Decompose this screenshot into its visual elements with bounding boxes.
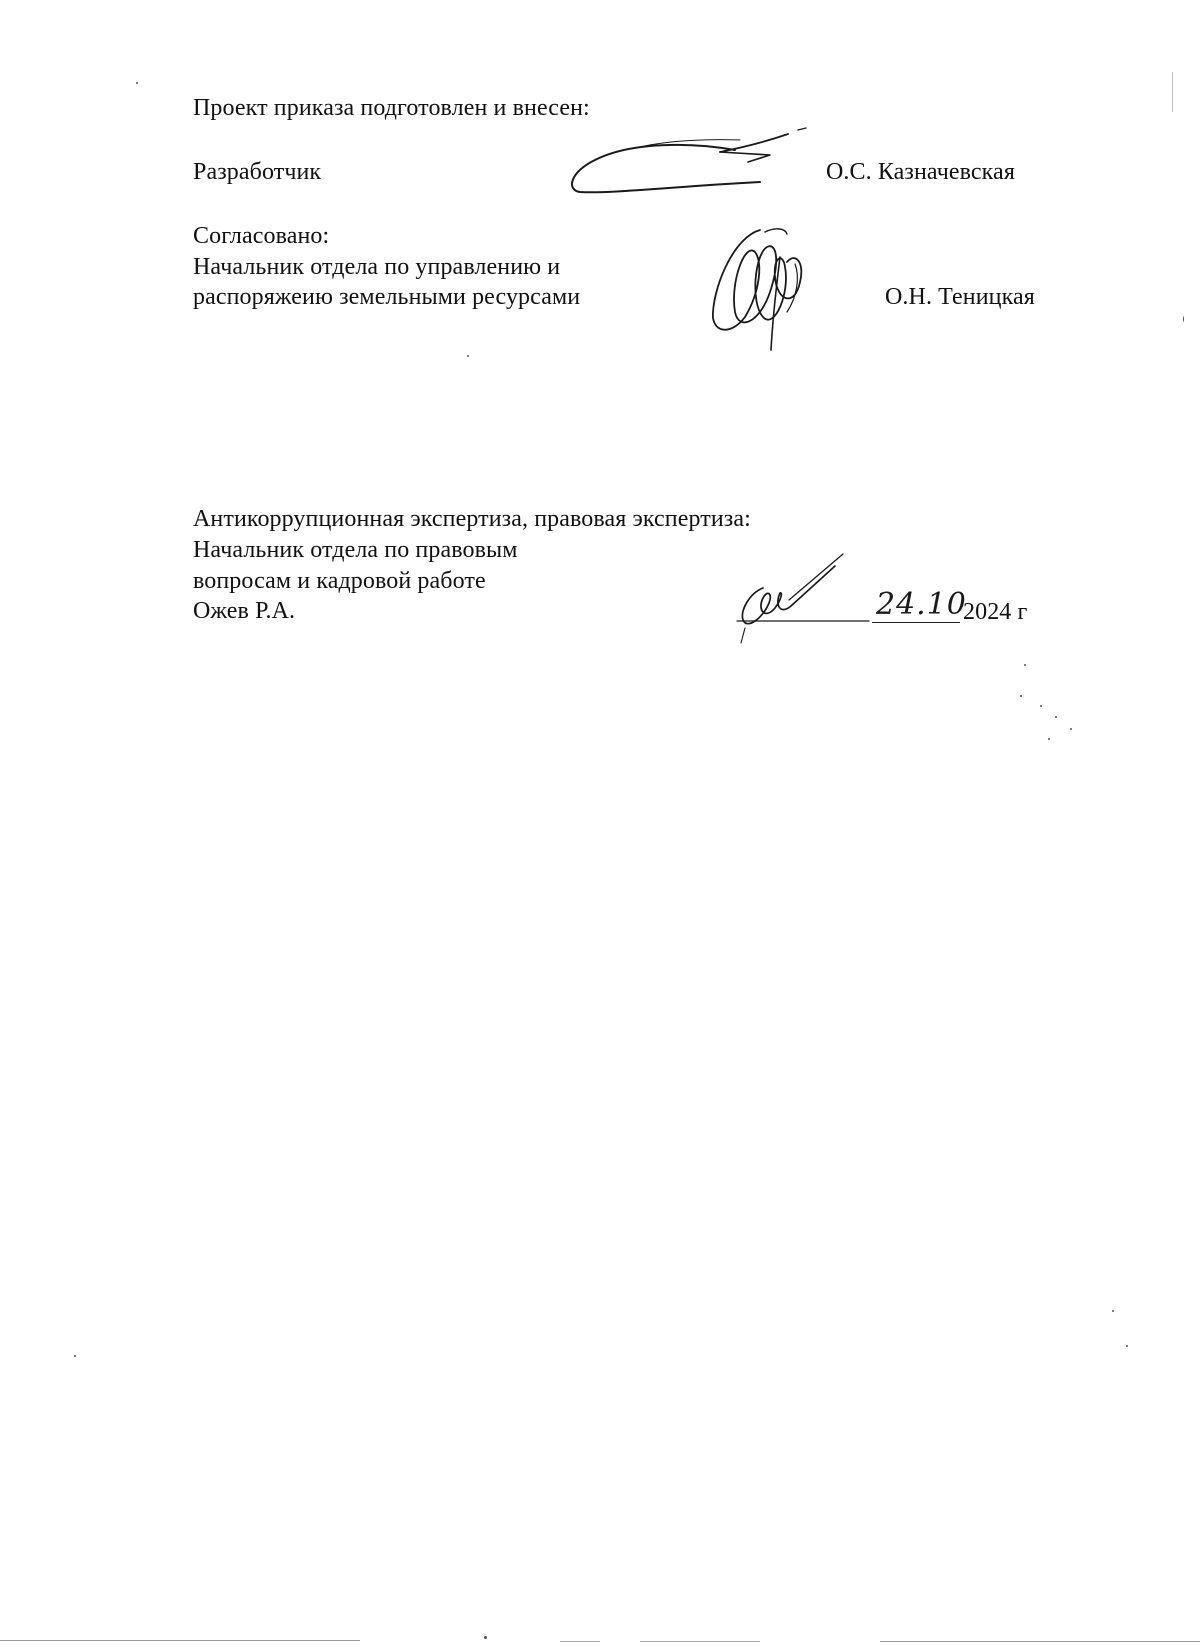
scan-speck [1040,705,1042,707]
scan-speck [1048,738,1050,740]
agreed-signature [705,222,825,357]
scan-edge-line [0,1640,360,1641]
prepared-heading: Проект приказа подготовлен и внесен: [193,95,590,121]
scan-speck [1070,728,1072,730]
developer-role: Разработчик [193,159,322,185]
scan-speck [467,355,469,357]
scan-speck [1024,664,1026,666]
scan-edge-line [880,1641,1200,1642]
scan-speck [1055,716,1057,718]
expertise-position-line1: Начальник отдела по правовым [193,537,518,563]
developer-name: О.С. Казначевская [826,159,1015,185]
scan-speck [1020,695,1022,697]
developer-signature [570,120,820,210]
expertise-heading: Антикоррупционная экспертиза, правовая экспертиза: [193,506,751,532]
agreed-position-line1: Начальник отдела по управлению и [193,254,561,280]
agreed-name: О.Н. Теницкая [885,284,1035,310]
scan-speck [1183,316,1184,322]
expertise-name: Ожев Р.А. [193,598,296,624]
agreed-heading: Согласовано: [193,223,330,249]
expertise-signature [735,548,875,648]
scan-speck [74,1355,76,1357]
scan-speck [136,82,138,84]
scan-speck [1112,1310,1114,1312]
scan-speck [484,1636,487,1639]
expertise-position-line2: вопросам и кадровой работе [193,568,486,594]
expertise-date-suffix: 2024 г [963,599,1028,625]
agreed-position-line2: распоряжеию земельными ресурсами [193,284,581,310]
scan-edge-line [640,1641,760,1642]
scan-speck [1126,1345,1128,1347]
date-underline [872,622,960,623]
scan-edge-line [560,1641,600,1642]
scan-speck [1172,72,1173,112]
expertise-handwritten-date: 24.10 [876,587,967,622]
